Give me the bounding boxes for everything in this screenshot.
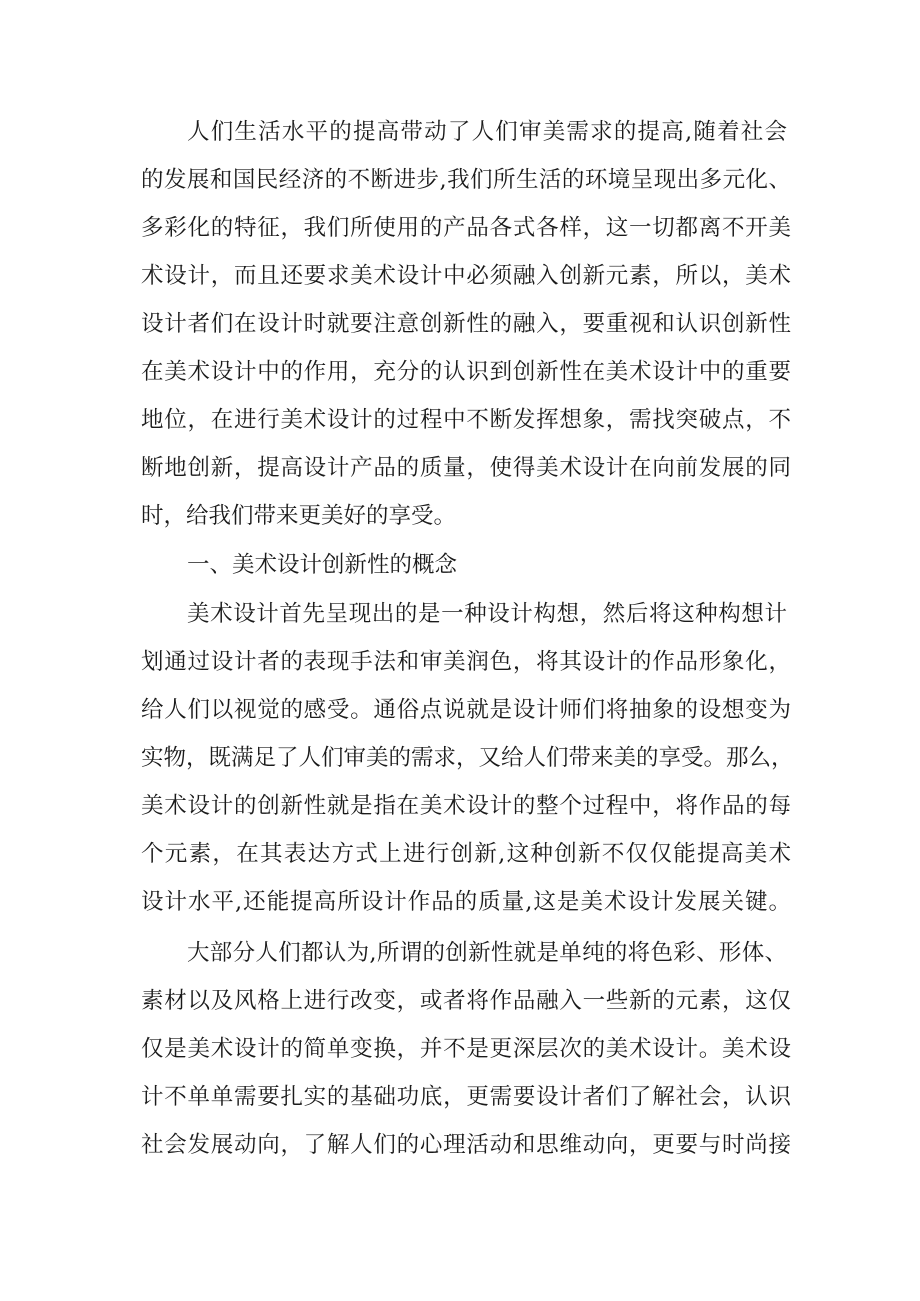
paragraph-1-line-6: 在美术设计中的作用，充分的认识到创新性在美术设计中的重要 [141,359,792,385]
paragraph-2-line-4: 实物，既满足了人们审美的需求，又给人们带来美的享受。那么， [141,745,794,771]
paragraph-2-line-6: 个元素，在其表达方式上进行创新,这种创新不仅仅能提高美术 [141,841,793,867]
paragraph-1-line-7: 地位，在进行美术设计的过程中不断发挥想象，需找突破点，不 [141,407,792,433]
paragraph-3-line-3: 仅是美术设计的简单变换，并不是更深层次的美术设计。美术设 [141,1036,792,1062]
paragraph-1-line-5: 设计者们在设计时就要注意创新性的融入，要重视和认识创新性 [141,311,792,337]
paragraph-1-line-9: 时，给我们带来更美好的享受。 [141,503,457,529]
paragraph-3-line-5: 社会发展动向，了解人们的心理活动和思维动向，更要与时尚接 [141,1132,792,1158]
paragraph-1-line-4: 术设计，而且还要求美术设计中必须融入创新元素，所以，美术 [141,263,792,289]
paragraph-3-line-4: 计不单单需要扎实的基础功底，更需要设计者们了解社会，认识 [141,1084,792,1110]
paragraph-1-line-1: 人们生活水平的提高带动了人们审美需求的提高,随着社会 [187,119,789,145]
paragraph-1-line-2: 的发展和国民经济的不断进步,我们所生活的环境呈现出多元化、 [141,167,792,193]
paragraph-1-line-3: 多彩化的特征，我们所使用的产品各式各样，这一切都离不开美 [141,215,792,241]
paragraph-2-line-2: 划通过设计者的表现手法和审美润色，将其设计的作品形象化， [141,649,792,675]
paragraph-3-line-1: 大部分人们都认为,所谓的创新性就是单纯的将色彩、形体、 [187,940,788,966]
paragraph-2-line-5: 美术设计的创新性就是指在美术设计的整个过程中，将作品的每 [141,793,792,819]
paragraph-2-line-7: 设计水平,还能提高所设计作品的质量,这是美术设计发展关键。 [141,889,792,915]
paragraph-3-line-2: 素材以及风格上进行改变，或者将作品融入一些新的元素，这仅 [141,988,792,1014]
paragraph-2-line-1: 美术设计首先呈现出的是一种设计构想，然后将这种构想计 [187,601,788,627]
paragraph-2-line-3: 给人们以视觉的感受。通俗点说就是设计师们将抽象的设想变为 [141,697,792,723]
section-heading: 一、美术设计创新性的概念 [187,552,458,578]
paragraph-1-line-8: 断地创新，提高设计产品的质量，使得美术设计在向前发展的同 [141,455,792,481]
